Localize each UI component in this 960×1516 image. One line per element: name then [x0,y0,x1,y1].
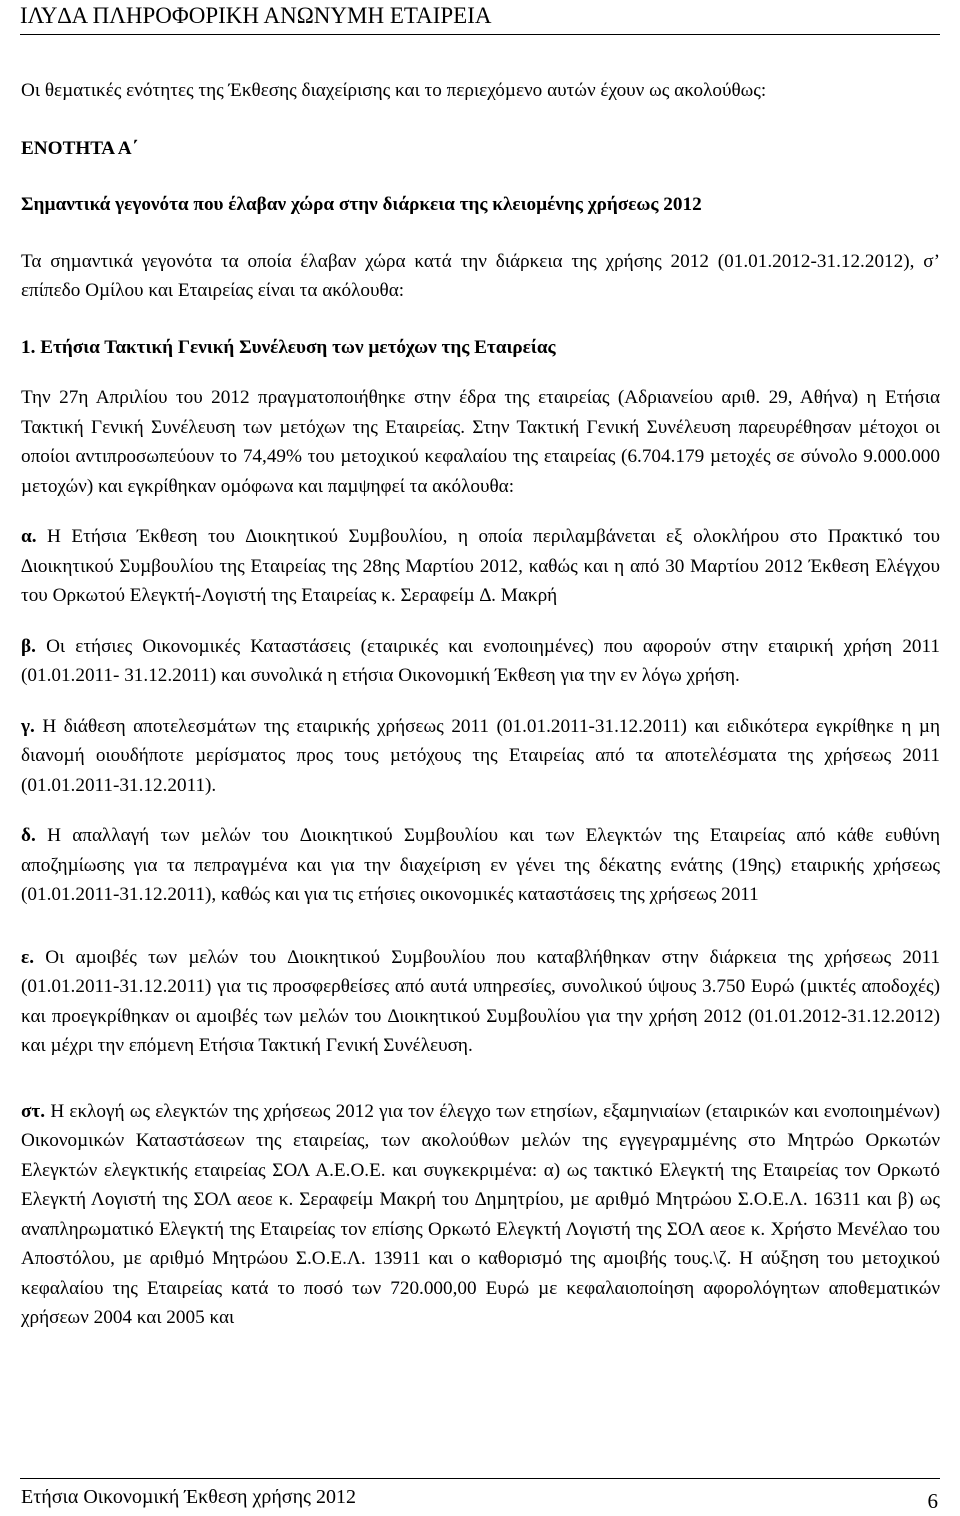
item1-paragraph: Την 27η Απριλίου του 2012 πραγµατοποιήθηκε στην έδρα της εταιρείας (Αδριανείου αριθ. 29, Αθήνα) η Ετήσια Τακτική Γενική Συνέλευση των µετόχων της Εταιρείας. Στην Τακτική Γενική Συνέλευση παρευρέθησαν µέτοχοι οι οποίοι αντιπροσωπεύουν το 74,49% του µετοχικού κεφαλαίου της εταιρείας (6.704.179 µετοχές σε σύνολο 9.000.000 µετοχών) και εγκρίθηκαν οµόφωνα και παµψηφεί τα ακόλουθα: [21,387,940,497]
page-number: 6 [927,1489,938,1513]
list-item-text: Η Ετήσια Έκθεση του ∆ιοικητικού Συµβουλίου, η οποία περιλαµβάνεται εξ ολοκλήρου στο Πρακτικό του ∆ιοικητικού Συµβουλίου της Εταιρείας της 28ης Μαρτίου 2012, καθώς και η από 30 Μαρτίου 2012 Έκθεση Ελέγχου του Ορκωτού Ελεγκτή-Λογιστή της Εταιρείας κ. Σεραφείµ ∆. Μακρή [21,526,940,606]
list-item-text: Οι ετήσιες Οικονοµικές Καταστάσεις (εταιρικές και ενοποιηµένες) που αφορούν στην εταιρική χρήση 2011 (01.01.2011- 31.12.2011) και συνολικά η ετήσια Οικονοµική Έκθεση για την εν λόγω χρήση. [21,635,940,686]
list-item-label: α. [21,526,37,547]
section-intro-paragraph: Τα σηµαντικά γεγονότα τα οποία έλαβαν χώρα κατά την διάρκεια της χρήσης 2012 (01.01.2012-31.12.2012), σ’ επίπεδο Οµίλου και Εταιρείας είναι τα ακόλουθα: [21,250,940,301]
list-item-label: στ. [21,1100,46,1122]
section-subtitle: Σηµαντικά γεγονότα που έλαβαν χώρα στην διάρκεια της κλειοµένης χρήσεως 2012 [21,194,702,215]
list-item-text: Η διάθεση αποτελεσµάτων της εταιρικής χρήσεως 2011 (01.01.2011-31.12.2011) και ειδικότερα εγκρίθηκε η µη διανοµή οιουδήποτε µερίσµατος προς τους µετόχους της Εταιρείας από τα αποτελέσµατα της χρήσεως 2011 (01.01.2011-31.12.2011). [21,715,941,796]
footer-doc-title: Ετήσια Οικονοµική Έκθεση χρήσης 2012 [21,1486,356,1508]
list-item-label: ε. [21,946,34,968]
list-item-e [21,943,940,1061]
footer-divider [20,1478,940,1479]
section-title: ΕΝΟΤΗΤΑ Α΄ [21,137,139,159]
list-item-label: δ. [21,825,36,846]
list-item-a [21,522,940,611]
list-item-label: β. [21,635,36,657]
list-item-label: γ. [21,715,35,737]
list-item-text: Η απαλλαγή των µελών του ∆ιοικητικού Συµβουλίου και των Ελεγκτών της Εταιρείας από κάθε ευθύνη αποζηµίωσης για τα πεπραγµένα και για την διαχείριση εν γένει της δέκατης ενάτης (19ης) εταιρικής χρήσεως (01.01.2011-31.12.2011), καθώς και για τις ετήσιες οικονοµικές καταστάσεις της χρήσεως 2011 [21,825,941,905]
list-item-text: Η εκλογή ως ελεγκτών της χρήσεως 2012 για τον έλεγχο των ετησίων, εξαµηνιαίων (εταιρικών και ενοποιηµένων) Οικονοµικών Καταστάσεων της εταιρείας, των ακολούθων µελών της εγγεγραµµένης στο Μητρώο Ορκωτών Ελεγκτών ελεγκτικής εταιρείας ΣΟΛ Α.Ε.Ο.Ε. και συγκεκριµένα: α) ως τακτικό Ελεγκτή της Εταιρείας τον Ορκωτό Ελεγκτή Λογιστή της ΣΟΛ αεοε κ. Σεραφείµ Μακρή του ∆ηµητρίου, µε αριθµό Μητρώου Σ.Ο.Ε.Λ. 16311 και β) ως αναπληρωµατικό Ελεγκτή της Εταιρείας τον επίσης Ορκωτό Ελεγκτή Λογιστή της ΣΟΛ αεοε κ. Χρήστο Μενέλαο του Αποστόλου, µε αριθµό Μητρώου Σ.Ο.Ε.Λ. 13911 και ο καθορισµό της αµοιβής τους.\ζ. Η αύξηση του µετοχικού κεφαλαίου της Εταιρείας κατά το ποσό των 720.000,00 Ευρώ µε κεφαλαιοποίηση αφορολόγητων αποθεµατικών χρήσεων 2004 και 2005 και [21,1100,940,1328]
header-divider [20,34,940,35]
list-item-st [21,1097,940,1333]
intro-paragraph: Οι θεµατικές ενότητες της Έκθεσης διαχείρισης και το περιεχόµενο αυτών έχουν ως ακολούθως: [21,80,767,101]
company-header: ΙΛΥ∆Α ΠΛΗΡΟΦΟΡΙΚΗ ΑΝΩΝΥΜΗ ΕΤΑΙΡΕΙΑ [20,3,492,28]
list-item-d [21,821,940,910]
report-body [21,76,940,1333]
item1-title: 1. Ετήσια Τακτική Γενική Συνέλευση των µετόχων της Εταιρείας [21,336,556,358]
list-item-b [21,632,940,691]
list-item-text: Οι αµοιβές των µελών του ∆ιοικητικού Συµβουλίου που καταβλήθηκαν στην διάρκεια της χρήσεως 2011 (01.01.2011-31.12.2011) για τις προσφερθείσες από αυτά υπηρεσίες, συνολικού ύψους 3.750 Ευρώ (µικτές αποδοχές) και προεγκρίθηκαν οι αµοιβές των µελών του ∆ιοικητικού Συµβουλίου για την χρήση 2012 (01.01.2012-31.12.2012) και µέχρι την επόµενη Ετήσια Τακτική Γενική Συνέλευση. [21,946,940,1056]
list-item-c [21,712,940,801]
